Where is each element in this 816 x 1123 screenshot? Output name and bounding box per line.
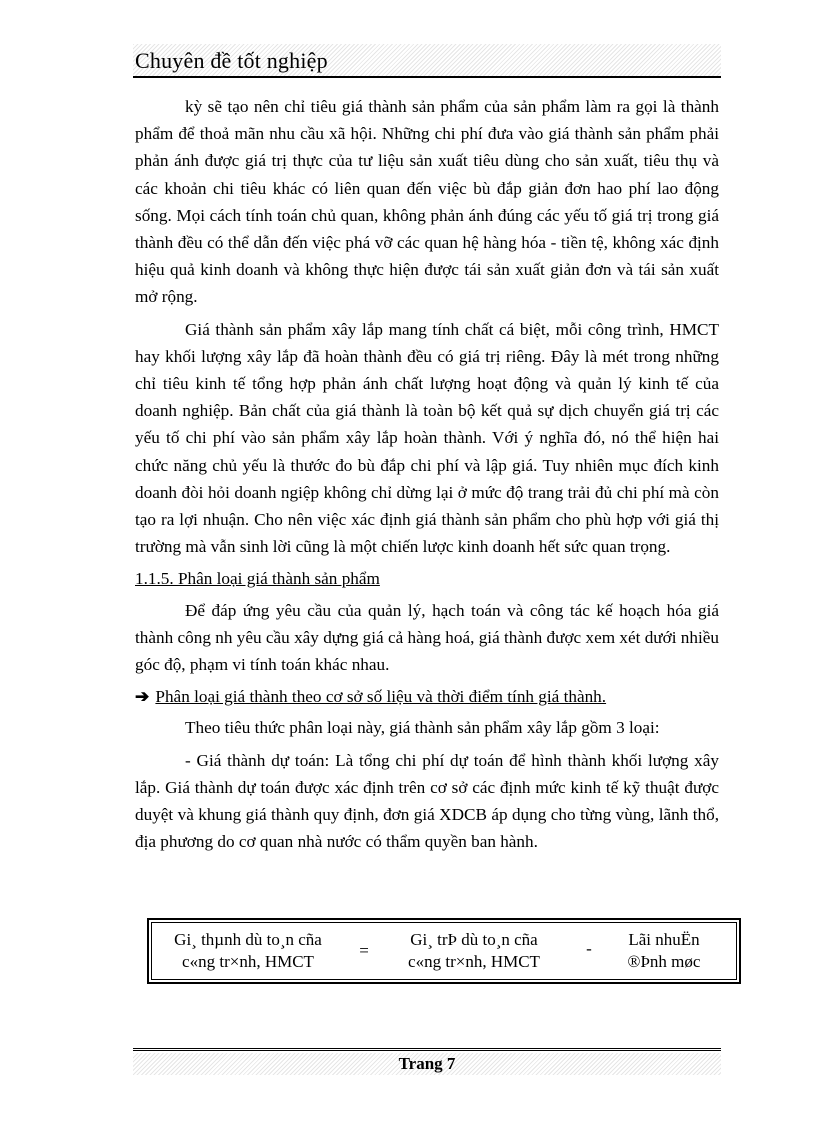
formula-minus: - <box>586 939 592 958</box>
page-footer <box>133 1053 721 1075</box>
section-heading: 1.1.5. Phân loại giá thành sản phẩm <box>135 569 380 589</box>
paragraph-2: Giá thành sản phẩm xây lắp mang tính chất cá biệt, mỗi công trình, HMCT hay khối lượng xây lắp đã hoàn thành đều có giá trị riêng. Đây là mét trong những chỉ tiêu kinh tế tổng hợp phản ánh chất lượng hoạt động và quản lý kinh tế của doanh nghiệp. Bản chất của giá thành là toàn bộ kết quả sự dịch chuyển giá trị các yếu tố chi phí vào sản phẩm xây lắp hoàn thành. Với ý nghĩa đó, nó thể hiện hai chức năng chủ yếu là thước đo bù đắp chi phí và lập giá. Tuy nhiên mục đích kinh doanh đòi hỏi doanh ngiệp không chỉ dừng lại ở mức độ trang trải đủ chi phí mà còn tạo ra lợi nhuận. Cho nên việc xác định giá thành sản phẩm cho phù hợp với giá thị trường mà vẫn sinh lời cũng là một chiến lược kinh doanh hết sức quan trọng. <box>135 319 719 557</box>
formula-term-estimated-cost: Gi¸ thµnh dù to¸n cña c«ng tr×nh, HMCT <box>174 930 322 971</box>
footer-divider <box>133 1048 721 1051</box>
document-body <box>135 93 719 860</box>
formula-box <box>147 918 741 984</box>
classification-lead: Theo tiêu thức phân loại này, giá thành sản phẩm xây lắp gồm 3 loại: <box>185 718 660 738</box>
formula-term-profit: Lãi nhuËn ®Þnh møc <box>627 930 701 971</box>
classification-item <box>135 683 719 710</box>
formula-equals: = <box>359 941 369 960</box>
formula-term-estimated-value: Gi¸ trÞ dù to¸n cña c«ng tr×nh, HMCT <box>408 930 540 971</box>
estimate-cost-item: - Giá thành dự toán: Là tổng chi phí dự toán để hình thành khối lượng xây lắp. Giá thành dự toán được xác định trên cơ sở các định mức kinh tế kỹ thuật được duyệt và khung giá thành quy định, đơn giá XDCB áp dụng cho từng vùng, lãnh thổ, địa phương do cơ quan nhà nước có thẩm quyền ban hành. <box>135 750 719 852</box>
page-number: Trang 7 <box>398 1054 456 1073</box>
arrow-icon: ➔ <box>135 687 150 707</box>
classification-item-text: Phân loại giá thành theo cơ sở số liệu và thời điểm tính giá thành. <box>155 687 607 707</box>
header-title: Chuyên đề tốt nghiệp <box>135 48 328 73</box>
paragraph-1: kỳ sẽ tạo nên chỉ tiêu giá thành sản phẩm của sản phẩm làm ra gọi là thành phẩm để thoả mãn nhu cầu xã hội. Những chi phí đưa vào giá thành sản phẩm phải phản ánh được giá trị thực của tư liệu sản xuất tiêu dùng cho sản xuất, tiêu thụ và các khoản chi tiêu khác có liên quan đến việc bù đắp giản đơn hao phí lao động sống. Mọi cách tính toán chủ quan, không phản ánh đúng các yếu tố giá trị trong giá thành đều có thể dẫn đến việc phá vỡ các quan hệ hàng hóa - tiền tệ, không xác định hiệu quả kinh doanh và không thực hiện được tái sản xuất giản đơn và tái sản xuất mở rộng. <box>135 97 719 307</box>
page-header <box>133 44 721 78</box>
section-intro: Để đáp ứng yêu cầu của quản lý, hạch toán và công tác kế hoạch hóa giá thành công nh yêu cầu xây dựng giá cả hàng hoá, giá thành được xem xét dưới nhiều góc độ, phạm vi tính toán khác nhau. <box>135 600 719 675</box>
